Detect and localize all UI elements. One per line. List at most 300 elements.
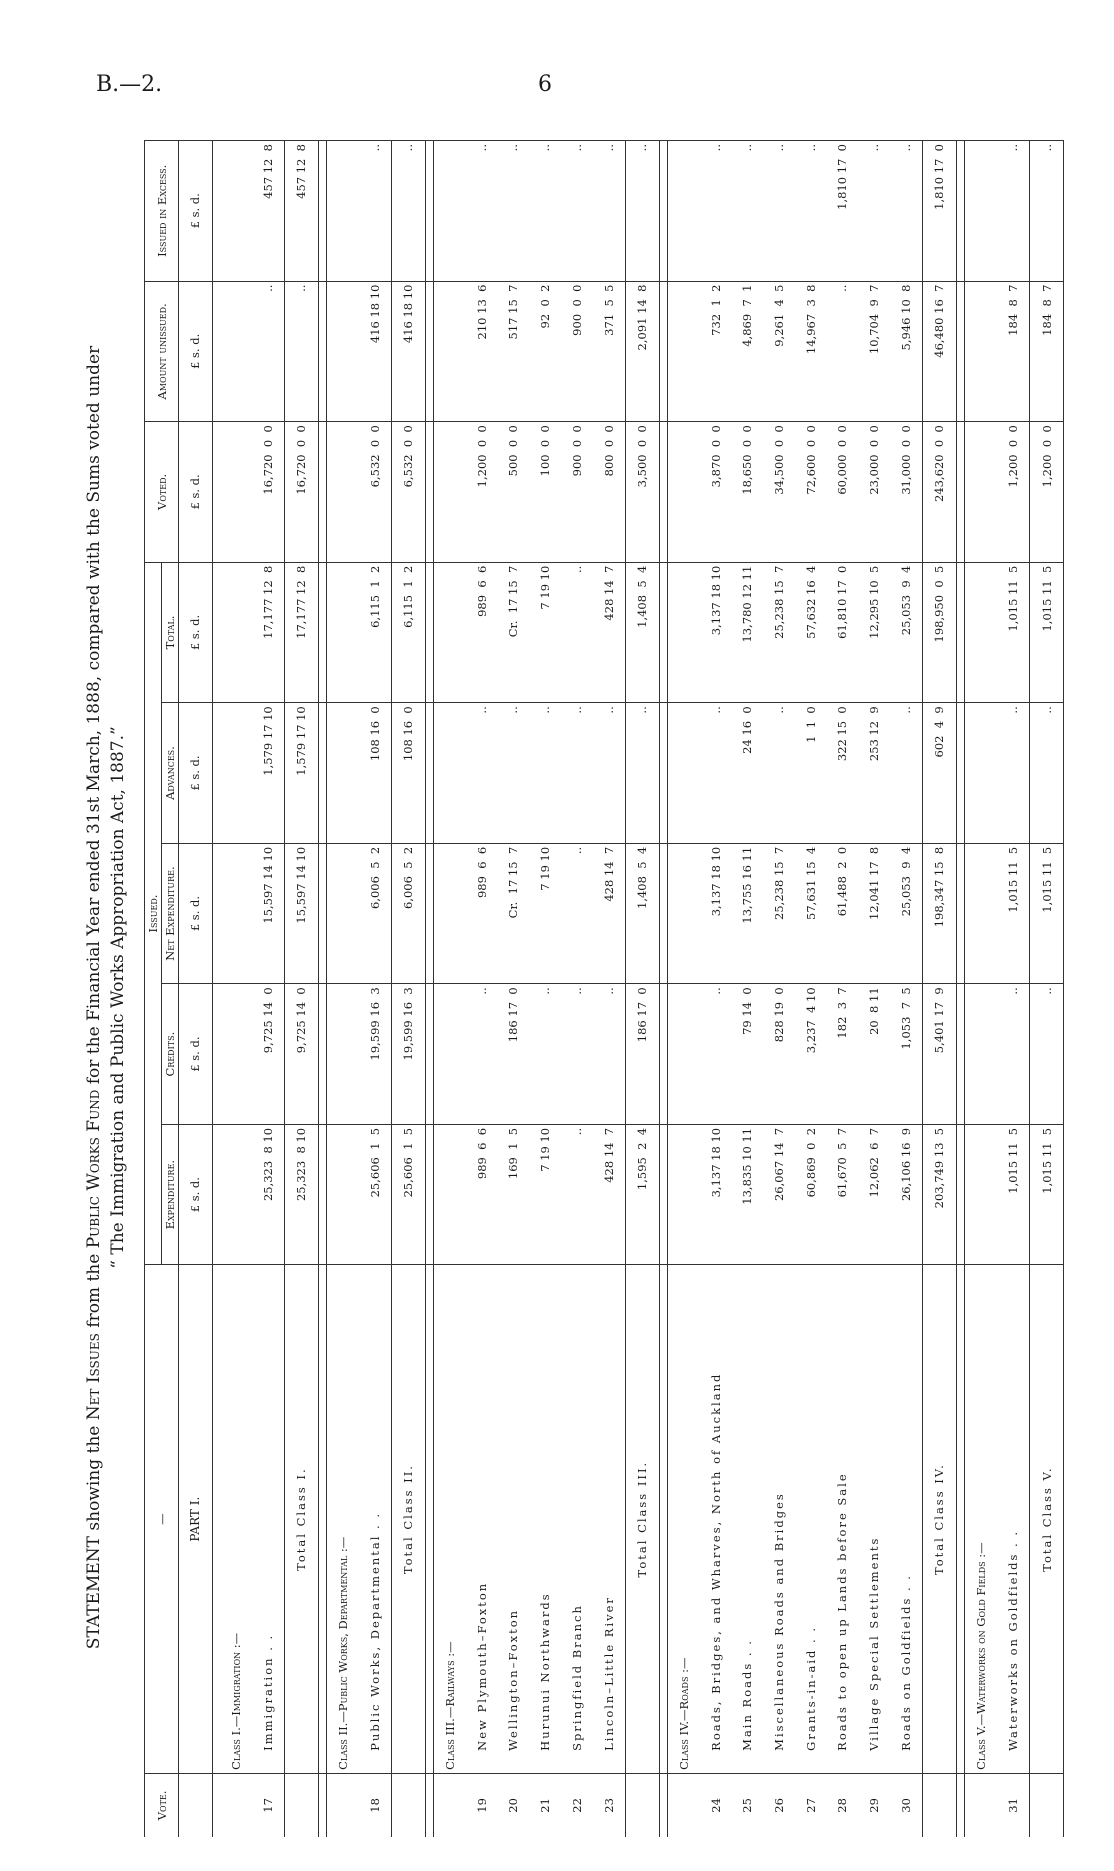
vote-number: 21 <box>529 1773 561 1837</box>
expenditure-value: 7 19 10 <box>529 1124 561 1265</box>
empty-cell <box>667 843 700 984</box>
vote-number: 22 <box>561 1773 593 1837</box>
spacer-cell <box>318 984 326 1125</box>
page-number: 6 <box>538 72 552 97</box>
item-name: Main Roads . . <box>731 1265 763 1773</box>
empty-cell <box>220 281 252 422</box>
empty-cell <box>220 843 252 984</box>
table-row <box>890 141 923 1838</box>
empty-cell <box>326 141 359 282</box>
spacer-cell <box>212 984 220 1125</box>
total-voted-value: 1,200 0 0 <box>1030 422 1064 563</box>
total-advances-value: .. <box>625 703 659 844</box>
spacer-cell <box>425 1124 433 1265</box>
class-total-row <box>285 141 319 1838</box>
empty-cell <box>433 984 466 1125</box>
total-voted-value: 243,620 0 0 <box>923 422 957 563</box>
credits-value: 1,053 7 5 <box>890 984 923 1125</box>
net-expenditure-value: 12,041 17 8 <box>858 843 890 984</box>
total-value: 3,137 18 10 <box>700 562 732 703</box>
excess-value: .. <box>700 141 732 282</box>
expenditure-value: 25,323 8 10 <box>252 1124 285 1265</box>
empty-cell <box>220 984 252 1125</box>
item-name: Grants-in-aid . . <box>795 1265 827 1773</box>
credits-value: 3,237 4 10 <box>795 984 827 1125</box>
spacer-row <box>318 141 326 1838</box>
item-name: Roads to open up Lands before Sale <box>827 1265 859 1773</box>
spacer-cell <box>212 562 220 703</box>
units-cell: £ s. d. <box>179 703 213 844</box>
units-cell: £ s. d. <box>179 281 213 422</box>
spacer-cell <box>318 422 326 563</box>
expenditure-value: 13,835 10 11 <box>731 1124 763 1265</box>
voted-header: Voted. <box>145 422 179 563</box>
item-name: Waterworks on Goldfields . . <box>997 1265 1030 1773</box>
credits-value: 186 17 0 <box>498 984 530 1125</box>
total-expenditure-value: 25,323 8 10 <box>285 1124 319 1265</box>
empty-cell <box>667 141 700 282</box>
excess-value: .. <box>529 141 561 282</box>
expenditure-value: .. <box>561 1124 593 1265</box>
class-heading-row <box>220 141 252 1838</box>
spacer-cell <box>659 843 667 984</box>
spacer-cell <box>956 1124 964 1265</box>
table-row <box>359 141 392 1838</box>
credits-value: 19,599 16 3 <box>359 984 392 1125</box>
spacer-cell <box>956 281 964 422</box>
total-value: .. <box>561 562 593 703</box>
spacer-cell <box>659 141 667 282</box>
total-advances-value: 108 16 0 <box>392 703 426 844</box>
excess-value: .. <box>890 141 923 282</box>
advances-value: 253 12 9 <box>858 703 890 844</box>
total-credits-value: .. <box>1030 984 1064 1125</box>
class-total-row <box>625 141 659 1838</box>
statement-table-wrap <box>144 140 1064 1837</box>
class-heading: Class V.—Waterworks on Gold Fields :— <box>964 1265 997 1773</box>
empty-cell <box>326 703 359 844</box>
total-value: 428 14 7 <box>593 562 626 703</box>
title-part: from the <box>84 1248 104 1334</box>
excess-value: .. <box>997 141 1030 282</box>
advances-value: .. <box>890 703 923 844</box>
spacer-cell <box>425 422 433 563</box>
item-name: Springfield Branch <box>561 1265 593 1773</box>
total-credits-value: 19,599 16 3 <box>392 984 426 1125</box>
empty-cell <box>667 281 700 422</box>
spacer-cell <box>659 703 667 844</box>
total-total-value: 198,950 0 5 <box>923 562 957 703</box>
vote-number: 24 <box>700 1773 732 1837</box>
vote-number: 28 <box>827 1773 859 1837</box>
spacer-cell <box>212 281 220 422</box>
spacer-row <box>659 141 667 1838</box>
net-expenditure-value: 25,053 9 4 <box>890 843 923 984</box>
credits-value: 828 19 0 <box>763 984 795 1125</box>
title-line-1 <box>82 140 106 1855</box>
total-expenditure-value: 25,606 1 5 <box>392 1124 426 1265</box>
empty-cell <box>326 984 359 1125</box>
total-excess-value: .. <box>392 141 426 282</box>
class-total-row <box>392 141 426 1838</box>
empty-cell <box>964 281 997 422</box>
total-excess-value: 1,810 17 0 <box>923 141 957 282</box>
credits-header: Credits. <box>162 984 179 1125</box>
voted-value: 100 0 0 <box>529 422 561 563</box>
advances-value: .. <box>466 703 498 844</box>
empty-cell <box>220 562 252 703</box>
total-credits-value: 186 17 0 <box>625 984 659 1125</box>
net-expenditure-value: 15,597 14 10 <box>252 843 285 984</box>
page-reference: B.—2. <box>96 72 163 97</box>
expenditure-value: 1,015 11 5 <box>997 1124 1030 1265</box>
excess-value: .. <box>561 141 593 282</box>
expenditure-value: 60,869 0 2 <box>795 1124 827 1265</box>
voted-value: 6,532 0 0 <box>359 422 392 563</box>
advances-value: .. <box>700 703 732 844</box>
spacer-cell <box>425 1265 433 1773</box>
spacer-cell <box>212 1773 220 1837</box>
voted-value: 60,000 0 0 <box>827 422 859 563</box>
spacer-cell <box>659 422 667 563</box>
class-total-label: Total Class III. <box>625 1265 659 1773</box>
total-net-expenditure-value: 198,347 15 8 <box>923 843 957 984</box>
excess-value: .. <box>858 141 890 282</box>
total-advances-value: .. <box>1030 703 1064 844</box>
expenditure-value: 169 1 5 <box>498 1124 530 1265</box>
excess-header: Issued in Excess. <box>145 141 179 282</box>
total-value: 7 19 10 <box>529 562 561 703</box>
total-value: Cr. 17 15 7 <box>498 562 530 703</box>
credits-value: .. <box>529 984 561 1125</box>
credits-value: .. <box>997 984 1030 1125</box>
spacer-cell <box>425 281 433 422</box>
item-name: Public Works, Departmental . . <box>359 1265 392 1773</box>
class-heading: Class II.—Public Works, Departmental :— <box>326 1265 359 1773</box>
empty-cell <box>667 562 700 703</box>
item-name: Wellington–Foxton <box>498 1265 530 1773</box>
unissued-value: 184 8 7 <box>997 281 1030 422</box>
spacer-cell <box>956 1265 964 1773</box>
units-cell: £ s. d. <box>179 984 213 1125</box>
title-part: for the Financial Year ended 31st March, 1888, compared with the Sums voted under <box>84 345 104 1090</box>
empty-cell <box>220 422 252 563</box>
item-name: Roads on Goldfields . . <box>890 1265 923 1773</box>
vote-number: 17 <box>252 1773 285 1837</box>
unissued-value: 900 0 0 <box>561 281 593 422</box>
units-row <box>179 141 213 1838</box>
spacer-cell <box>425 703 433 844</box>
credits-value: 20 8 11 <box>858 984 890 1125</box>
advances-value: 1,579 17 10 <box>252 703 285 844</box>
empty-cell <box>220 703 252 844</box>
empty-cell <box>433 281 466 422</box>
net-expenditure-value: 61,488 2 0 <box>827 843 859 984</box>
class-heading: Class III.—Railways :— <box>433 1265 466 1773</box>
table-row <box>731 141 763 1838</box>
advances-value: 1 1 0 <box>795 703 827 844</box>
spacer-cell <box>212 141 220 282</box>
total-value: 17,177 12 8 <box>252 562 285 703</box>
spacer-cell <box>318 703 326 844</box>
unissued-value: .. <box>827 281 859 422</box>
vote-cell <box>433 1773 466 1837</box>
expenditure-value: 61,670 5 7 <box>827 1124 859 1265</box>
voted-value: 18,650 0 0 <box>731 422 763 563</box>
total-value: 1,015 11 5 <box>997 562 1030 703</box>
net-expenditure-value: 13,755 16 11 <box>731 843 763 984</box>
unissued-value: 5,946 10 8 <box>890 281 923 422</box>
total-expenditure-value: 1,595 2 4 <box>625 1124 659 1265</box>
net-expenditure-value: 7 19 10 <box>529 843 561 984</box>
table-row <box>795 141 827 1838</box>
spacer-cell <box>318 843 326 984</box>
credits-value: 9,725 14 0 <box>252 984 285 1125</box>
empty-cell <box>326 281 359 422</box>
table-row <box>700 141 732 1838</box>
spacer-cell <box>659 1124 667 1265</box>
excess-value: 457 12 8 <box>252 141 285 282</box>
vote-number: 23 <box>593 1773 626 1837</box>
spacer-cell <box>212 703 220 844</box>
advances-value: 322 15 0 <box>827 703 859 844</box>
advances-header: Advances. <box>162 703 179 844</box>
voted-value: 23,000 0 0 <box>858 422 890 563</box>
spacer-cell <box>659 1265 667 1773</box>
expenditure-header: Expenditure. <box>162 1124 179 1265</box>
total-net-expenditure-value: 1,015 11 5 <box>1030 843 1064 984</box>
voted-value: 1,200 0 0 <box>997 422 1030 563</box>
total-excess-value: .. <box>625 141 659 282</box>
spacer-cell <box>956 703 964 844</box>
class-heading-row <box>667 141 700 1838</box>
credits-value: .. <box>466 984 498 1125</box>
spacer-cell <box>659 984 667 1125</box>
table-row <box>827 141 859 1838</box>
voted-value: 900 0 0 <box>561 422 593 563</box>
units-cell: £ s. d. <box>179 422 213 563</box>
class-heading-row <box>964 141 997 1838</box>
advances-value: .. <box>593 703 626 844</box>
class-total-label: Total Class V. <box>1030 1265 1064 1773</box>
item-name: New Plymouth–Foxton <box>466 1265 498 1773</box>
spacer-cell <box>318 1124 326 1265</box>
empty-cell <box>220 141 252 282</box>
description-header: — <box>145 1265 179 1773</box>
unissued-value: 10,704 9 7 <box>858 281 890 422</box>
unissued-value: .. <box>252 281 285 422</box>
total-value: 989 6 6 <box>466 562 498 703</box>
class-total-row <box>1030 141 1064 1838</box>
empty-cell <box>433 703 466 844</box>
total-unissued-value: 184 8 7 <box>1030 281 1064 422</box>
spacer-cell <box>212 1124 220 1265</box>
vote-header: Vote. <box>145 1773 179 1837</box>
total-value: 13,780 12 11 <box>731 562 763 703</box>
empty-cell <box>667 422 700 563</box>
voted-value: 72,600 0 0 <box>795 422 827 563</box>
credits-value: 79 14 0 <box>731 984 763 1125</box>
spacer-cell <box>212 843 220 984</box>
empty-cell <box>964 843 997 984</box>
table-row <box>529 141 561 1838</box>
total-value: 57,632 16 4 <box>795 562 827 703</box>
expenditure-value: 26,067 14 7 <box>763 1124 795 1265</box>
credits-value: .. <box>561 984 593 1125</box>
spacer-cell <box>425 141 433 282</box>
total-credits-value: 5,401 17 9 <box>923 984 957 1125</box>
unissued-value: 371 5 5 <box>593 281 626 422</box>
vote-number: 19 <box>466 1773 498 1837</box>
expenditure-value: 26,106 16 9 <box>890 1124 923 1265</box>
spacer-row <box>212 141 220 1838</box>
net-expenditure-value: 989 6 6 <box>466 843 498 984</box>
voted-value: 16,720 0 0 <box>252 422 285 563</box>
table-row <box>252 141 285 1838</box>
issued-header: Issued. <box>145 562 162 1265</box>
advances-value: .. <box>498 703 530 844</box>
spacer-cell <box>425 562 433 703</box>
voted-value: 3,870 0 0 <box>700 422 732 563</box>
item-name: Village Special Settlements <box>858 1265 890 1773</box>
empty-cell <box>433 562 466 703</box>
unissued-value: 210 13 6 <box>466 281 498 422</box>
empty-cell <box>326 843 359 984</box>
spacer-cell <box>659 1773 667 1837</box>
item-name: Immigration . . <box>252 1265 285 1773</box>
part-heading: PART I. <box>179 1265 213 1773</box>
spacer-cell <box>956 141 964 282</box>
vote-number: 18 <box>359 1773 392 1837</box>
total-net-expenditure-value: 1,408 5 4 <box>625 843 659 984</box>
total-value: 6,115 1 2 <box>359 562 392 703</box>
table-row <box>858 141 890 1838</box>
class-total-label: Total Class IV. <box>923 1265 957 1773</box>
empty-cell <box>326 1124 359 1265</box>
spacer-cell <box>956 422 964 563</box>
advances-value: .. <box>529 703 561 844</box>
vote-cell <box>220 1773 252 1837</box>
net-expenditure-value: Cr. 17 15 7 <box>498 843 530 984</box>
statement-body <box>179 141 1064 1838</box>
class-heading-row <box>433 141 466 1838</box>
total-value: 25,053 9 4 <box>890 562 923 703</box>
vote-number: 25 <box>731 1773 763 1837</box>
voted-value: 800 0 0 <box>593 422 626 563</box>
units-cell: £ s. d. <box>179 562 213 703</box>
vote-cell <box>285 1773 319 1837</box>
spacer-cell <box>659 281 667 422</box>
vote-cell <box>1030 1773 1064 1837</box>
total-advances-value: 602 4 9 <box>923 703 957 844</box>
units-cell: £ s. d. <box>179 141 213 282</box>
item-name: Miscellaneous Roads and Bridges <box>763 1265 795 1773</box>
voted-value: 31,000 0 0 <box>890 422 923 563</box>
spacer-cell <box>318 281 326 422</box>
vote-number: 31 <box>997 1773 1030 1837</box>
title-part: Public Works Fund <box>84 1089 104 1249</box>
advances-value: .. <box>561 703 593 844</box>
empty-cell <box>433 422 466 563</box>
excess-value: .. <box>466 141 498 282</box>
spacer-cell <box>425 1773 433 1837</box>
statement-table <box>144 140 1064 1837</box>
expenditure-value: 428 14 7 <box>593 1124 626 1265</box>
expenditure-value: 25,606 1 5 <box>359 1124 392 1265</box>
empty-cell <box>667 1124 700 1265</box>
spacer-cell <box>425 984 433 1125</box>
advances-value: 108 16 0 <box>359 703 392 844</box>
empty-cell <box>433 1124 466 1265</box>
total-expenditure-value: 203,749 13 5 <box>923 1124 957 1265</box>
spacer-row <box>425 141 433 1838</box>
unissued-value: 14,967 3 8 <box>795 281 827 422</box>
class-heading: Class IV.—Roads :— <box>667 1265 700 1773</box>
spacer-cell <box>318 562 326 703</box>
total-credits-value: 9,725 14 0 <box>285 984 319 1125</box>
class-heading-row <box>326 141 359 1838</box>
voted-value: 1,200 0 0 <box>466 422 498 563</box>
spacer-row <box>956 141 964 1838</box>
unissued-header: Amount unissued. <box>145 281 179 422</box>
empty-cell <box>433 843 466 984</box>
class-total-label: Total Class I. <box>285 1265 319 1773</box>
unissued-value: 517 15 7 <box>498 281 530 422</box>
net-expenditure-value: 57,631 15 4 <box>795 843 827 984</box>
total-total-value: 1,015 11 5 <box>1030 562 1064 703</box>
spacer-cell <box>318 141 326 282</box>
credits-value: .. <box>700 984 732 1125</box>
title-part: Net Issues <box>84 1333 104 1421</box>
table-row <box>997 141 1030 1838</box>
unissued-value: 9,261 4 5 <box>763 281 795 422</box>
net-expenditure-value: .. <box>561 843 593 984</box>
spacer-cell <box>318 1265 326 1773</box>
spacer-cell <box>956 562 964 703</box>
table-row <box>466 141 498 1838</box>
table-row <box>561 141 593 1838</box>
total-voted-value: 3,500 0 0 <box>625 422 659 563</box>
vote-cell <box>964 1773 997 1837</box>
spacer-cell <box>956 843 964 984</box>
total-voted-value: 16,720 0 0 <box>285 422 319 563</box>
empty-cell <box>964 141 997 282</box>
vote-cell <box>923 1773 957 1837</box>
class-total-row <box>923 141 957 1838</box>
units-cell: £ s. d. <box>179 843 213 984</box>
total-value: 61,810 17 0 <box>827 562 859 703</box>
total-unissued-value: .. <box>285 281 319 422</box>
total-total-value: 17,177 12 8 <box>285 562 319 703</box>
total-excess-value: 457 12 8 <box>285 141 319 282</box>
spacer-cell <box>212 1265 220 1773</box>
empty-cell <box>964 562 997 703</box>
empty-cell <box>964 422 997 563</box>
class-heading: Class I.—Immigration :— <box>220 1265 252 1773</box>
expenditure-value: 12,062 6 7 <box>858 1124 890 1265</box>
excess-value: 1,810 17 0 <box>827 141 859 282</box>
total-unissued-value: 46,480 16 7 <box>923 281 957 422</box>
empty-cell <box>667 984 700 1125</box>
total-value: 25,238 15 7 <box>763 562 795 703</box>
total-voted-value: 6,532 0 0 <box>392 422 426 563</box>
net-expenditure-value: 6,006 5 2 <box>359 843 392 984</box>
total-header: Total. <box>162 562 179 703</box>
item-name: Lincoln–Little River <box>593 1265 626 1773</box>
vote-cell <box>392 1773 426 1837</box>
voted-value: 500 0 0 <box>498 422 530 563</box>
total-unissued-value: 416 18 10 <box>392 281 426 422</box>
